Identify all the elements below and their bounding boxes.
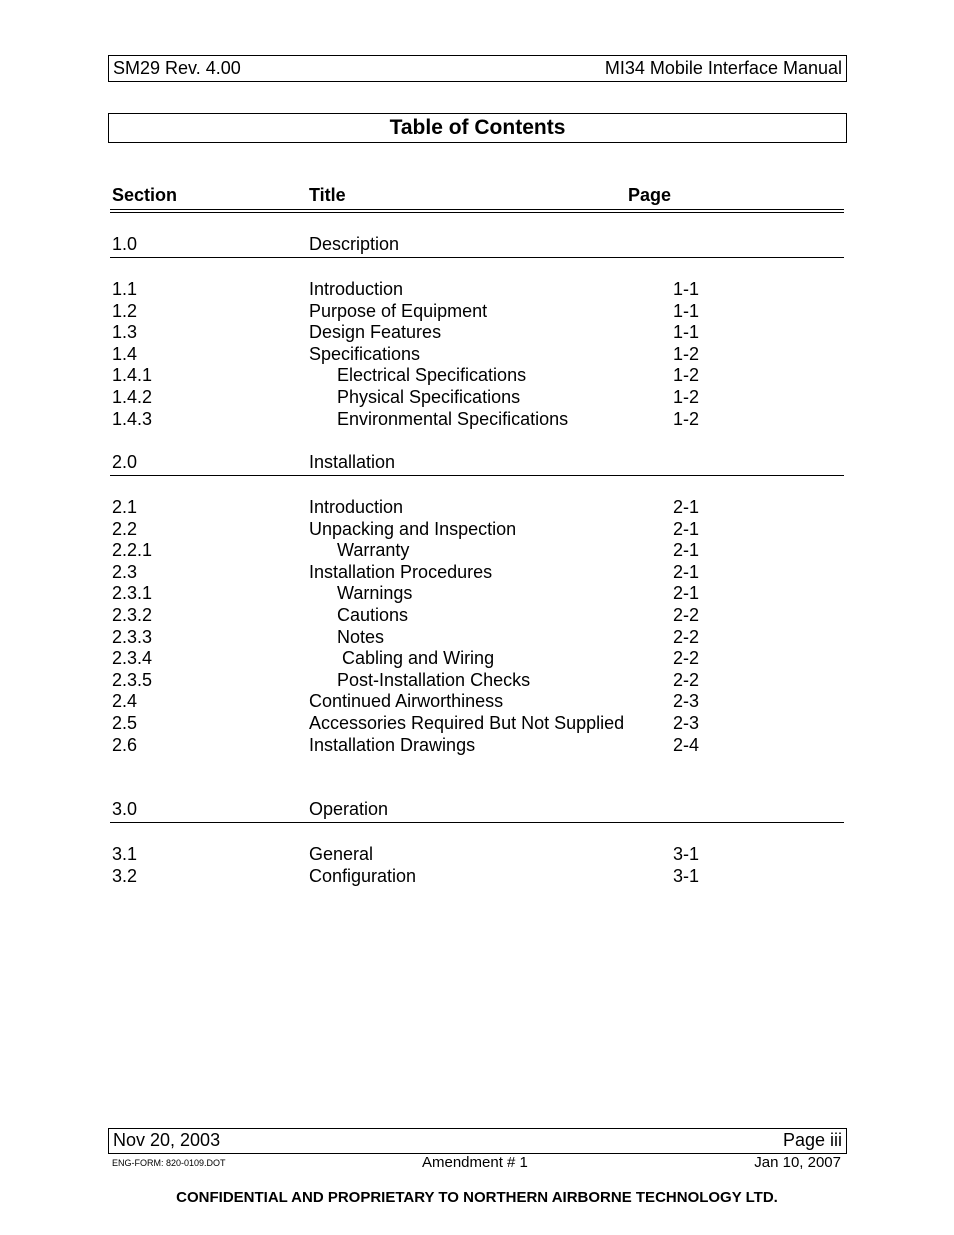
toc-entry-page: 3-1	[673, 865, 700, 886]
toc-entry-page: 2-2	[673, 626, 700, 647]
toc-entry-title: Post-Installation Checks	[337, 669, 531, 690]
toc-entry-title: Cautions	[337, 605, 409, 625]
chapter-title: Description	[309, 234, 400, 254]
page-header	[108, 55, 847, 82]
toc-entry-title: Configuration	[309, 865, 417, 886]
toc-entry-title: Introduction	[309, 279, 404, 299]
toc-entry-title: Physical Specifications	[337, 387, 521, 407]
toc-entry-number: 1.1	[112, 279, 138, 299]
toc-entry-page: 2-2	[673, 605, 700, 625]
toc-entry-number: 2.3.5	[112, 669, 153, 690]
toc-entry-number: 2.3.3	[112, 626, 153, 647]
toc-entry-number: 3.1	[112, 844, 138, 864]
toc-entry-page: 2-1	[673, 540, 700, 561]
toc-entry-page: 1-1	[673, 300, 700, 321]
toc-title: Table of Contents	[389, 116, 566, 139]
toc-entry-title: Notes	[337, 626, 385, 647]
toc-title-box	[108, 113, 847, 143]
form-id: ENG-FORM: 820-0109.DOT	[112, 1158, 226, 1168]
toc-entry-page: 2-4	[673, 734, 700, 755]
toc-entry-title: Design Features	[309, 322, 442, 343]
toc-entry-page: 2-1	[673, 497, 700, 517]
chapter-title: Operation	[309, 799, 389, 819]
toc-entry-page: 2-1	[673, 561, 700, 582]
toc-entry-title: Accessories Required But Not Supplied	[309, 713, 625, 733]
toc-entry-number: 2.2	[112, 518, 138, 539]
toc-entry-page: 1-1	[673, 322, 700, 343]
toc-entry-page: 3-1	[673, 844, 700, 864]
column-heading-page: Page	[628, 185, 672, 205]
toc-entry-title: Continued Airworthiness	[309, 691, 504, 712]
toc-entry-title: Introduction	[309, 497, 404, 517]
confidentiality-notice: CONFIDENTIAL AND PROPRIETARY TO NORTHERN AIRBORNE TECHNOLOGY LTD.	[176, 1189, 778, 1206]
toc-entry-number: 2.3.2	[112, 605, 153, 625]
footer-date: Nov 20, 2003	[113, 1130, 221, 1150]
toc-entry-number: 2.3.1	[112, 583, 153, 604]
toc-entry-number: 1.4.2	[112, 387, 153, 407]
toc-entry-number: 2.4	[112, 691, 138, 712]
toc-entry-number: 1.4.1	[112, 365, 153, 386]
chapter-rule	[110, 257, 844, 258]
toc-entry-number: 1.2	[112, 300, 138, 321]
toc-entry-number: 2.5	[112, 713, 138, 733]
chapter-number: 2.0	[112, 452, 138, 472]
toc-entry-number: 2.1	[112, 497, 138, 517]
chapter-title: Installation	[309, 452, 396, 472]
toc-entry-number: 1.4	[112, 343, 138, 364]
toc-entry-page: 2-2	[673, 648, 700, 669]
toc-entry-title: Specifications	[309, 343, 421, 364]
chapter-number: 3.0	[112, 799, 138, 819]
toc-entry-number: 2.2.1	[112, 540, 153, 561]
heading-double-rule-top	[110, 209, 844, 210]
manual-title: MI34 Mobile Interface Manual	[604, 58, 842, 78]
amendment-label: Amendment # 1	[422, 1154, 528, 1171]
toc-entry-number: 1.4.3	[112, 408, 153, 429]
page-footer	[108, 1128, 847, 1154]
toc-entry-page: 1-2	[673, 408, 700, 429]
toc-entry-title: Cabling and Wiring	[342, 648, 495, 669]
column-heading-section: Section	[112, 185, 178, 205]
chapter-rule	[110, 822, 844, 823]
toc-entry-number: 2.6	[112, 734, 138, 755]
toc-entry-title: Warnings	[337, 583, 413, 604]
chapter-rule	[110, 475, 844, 476]
toc-entry-page: 2-2	[673, 669, 700, 690]
toc-entry-title: Warranty	[337, 540, 410, 561]
toc-entry-title: Environmental Specifications	[337, 408, 569, 429]
document-revision: SM29 Rev. 4.00	[113, 58, 241, 78]
toc-entry-title: Purpose of Equipment	[309, 300, 488, 321]
toc-entry-page: 1-2	[673, 343, 700, 364]
toc-entry-page: 2-3	[673, 713, 700, 733]
toc-entry-page: 1-2	[673, 387, 700, 407]
toc-entry-title: Unpacking and Inspection	[309, 518, 517, 539]
toc-entry-title: Installation Procedures	[309, 561, 493, 582]
toc-entry-page: 2-1	[673, 583, 700, 604]
column-heading-title: Title	[309, 185, 346, 205]
toc-entry-page: 1-2	[673, 365, 700, 386]
heading-double-rule-bottom	[110, 212, 844, 213]
toc-entry-title: Electrical Specifications	[337, 365, 527, 386]
toc-entry-number: 2.3.4	[112, 648, 153, 669]
amendment-date: Jan 10, 2007	[754, 1154, 841, 1171]
toc-entry-page: 2-3	[673, 691, 700, 712]
toc-entry-title: General	[309, 844, 374, 864]
toc-entry-number: 3.2	[112, 865, 138, 886]
toc-entry-page: 1-1	[673, 279, 700, 299]
toc-entry-title: Installation Drawings	[309, 734, 476, 755]
chapter-number: 1.0	[112, 234, 138, 254]
toc-entry-number: 1.3	[112, 322, 138, 343]
page-number: Page iii	[782, 1130, 842, 1150]
toc-entry-page: 2-1	[673, 518, 700, 539]
toc-entry-number: 2.3	[112, 561, 138, 582]
